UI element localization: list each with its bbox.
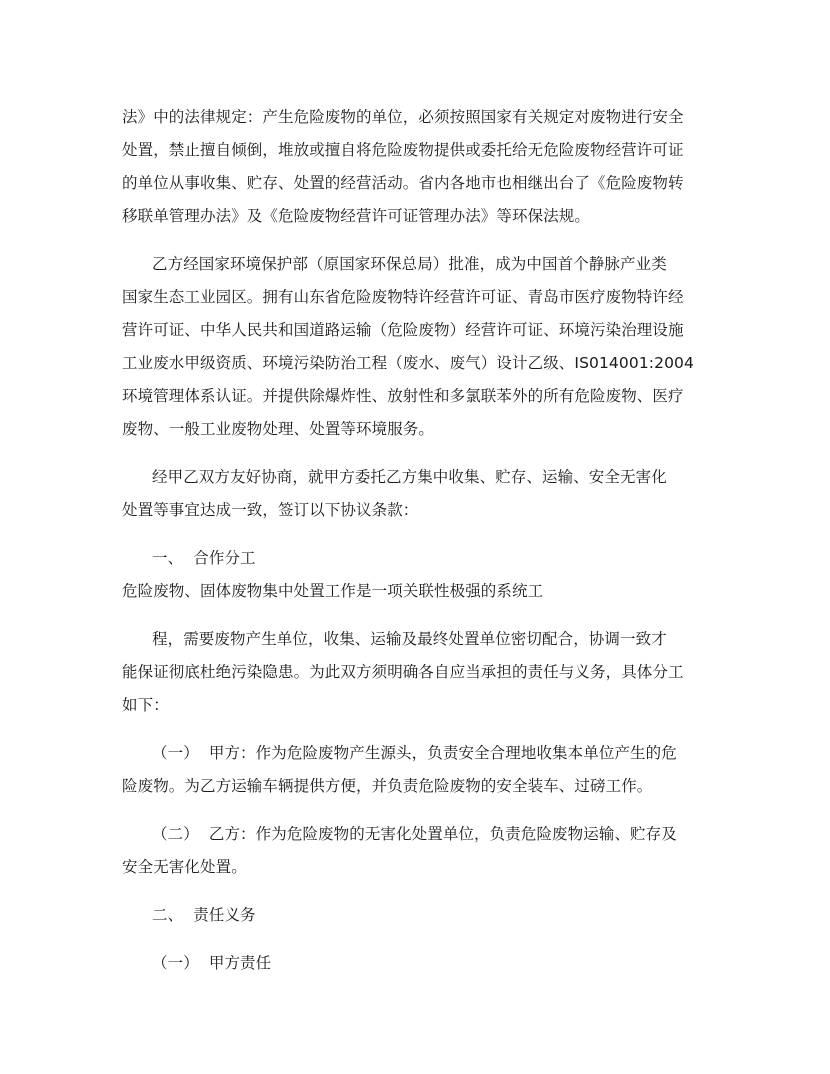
paragraph-3-line-2: 处置等事宜达成一致，签订以下协议条款： [122,501,419,519]
section-2-heading: 二、 责任义务 [152,906,256,924]
item-b-line-1: （二） 乙方：作为危险废物的无害化处置单位，负责危险废物运输、贮存及 [152,825,677,843]
paragraph-2-line-5: 环境管理体系认证。并提供除爆炸性、放射性和多氯联苯外的所有危险废物、医疗 [122,387,684,405]
paragraph-1-line-2: 处置，禁止擅自倾倒，堆放或擅自将危险废物提供或委托给无危险废物经营许可证 [122,141,684,159]
paragraph-2-line-6: 废物、一般工业废物处理、处置等环境服务。 [122,420,435,438]
section-1-line: 危险废物、固体废物集中处置工作是一项关联性极强的系统工 [122,582,544,600]
paragraph-4-line-1: 程，需要废物产生单位，收集、运输及最终处置单位密切配合，协调一致才 [152,630,667,648]
paragraph-2-line-4: 工业废水甲级资质、环境污染防治工程（废水、废气）设计乙级、IS014001:2004 [122,354,694,372]
paragraph-1-line-4: 移联单管理办法》及《危险废物经营许可证管理办法》等环保法规。 [122,207,591,225]
paragraph-3-line-1: 经甲乙双方友好协商，就甲方委托乙方集中收集、贮存、运输、安全无害化 [152,468,667,486]
section-2-subheading: （一） 甲方责任 [152,954,272,972]
paragraph-4-line-3: 如下： [122,696,169,714]
paragraph-2-line-1: 乙方经国家环境保护部（原国家环保总局）批准，成为中国首个静脉产业类 [152,255,667,273]
paragraph-1-line-1: 法》中的法律规定：产生危险废物的单位，必须按照国家有关规定对废物进行安全 [122,108,684,126]
paragraph-4-line-2: 能保证彻底杜绝污染隐患。为此双方须明确各自应当承担的责任与义务，具体分工 [122,663,684,681]
paragraph-2-line-2: 国家生态工业园区。拥有山东省危险废物特许经营许可证、青岛市医疗废物特许经 [122,288,684,306]
item-a-line-1: （一） 甲方：作为危险废物产生源头，负责安全合理地收集本单位产生的危 [152,744,677,762]
section-1-heading: 一、 合作分工 [152,549,256,567]
paragraph-2-line-3: 营许可证、中华人民共和国道路运输（危险废物）经营许可证、环境污染治理设施 [122,321,684,339]
item-a-line-2: 险废物。为乙方运输车辆提供方便，并负责危险废物的安全装车、过磅工作。 [122,777,653,795]
item-b-line-2: 安全无害化处置。 [122,858,247,876]
paragraph-1-line-3: 的单位从事收集、贮存、处置的经营活动。省内各地市也相继出台了《危险废物转 [122,174,684,192]
